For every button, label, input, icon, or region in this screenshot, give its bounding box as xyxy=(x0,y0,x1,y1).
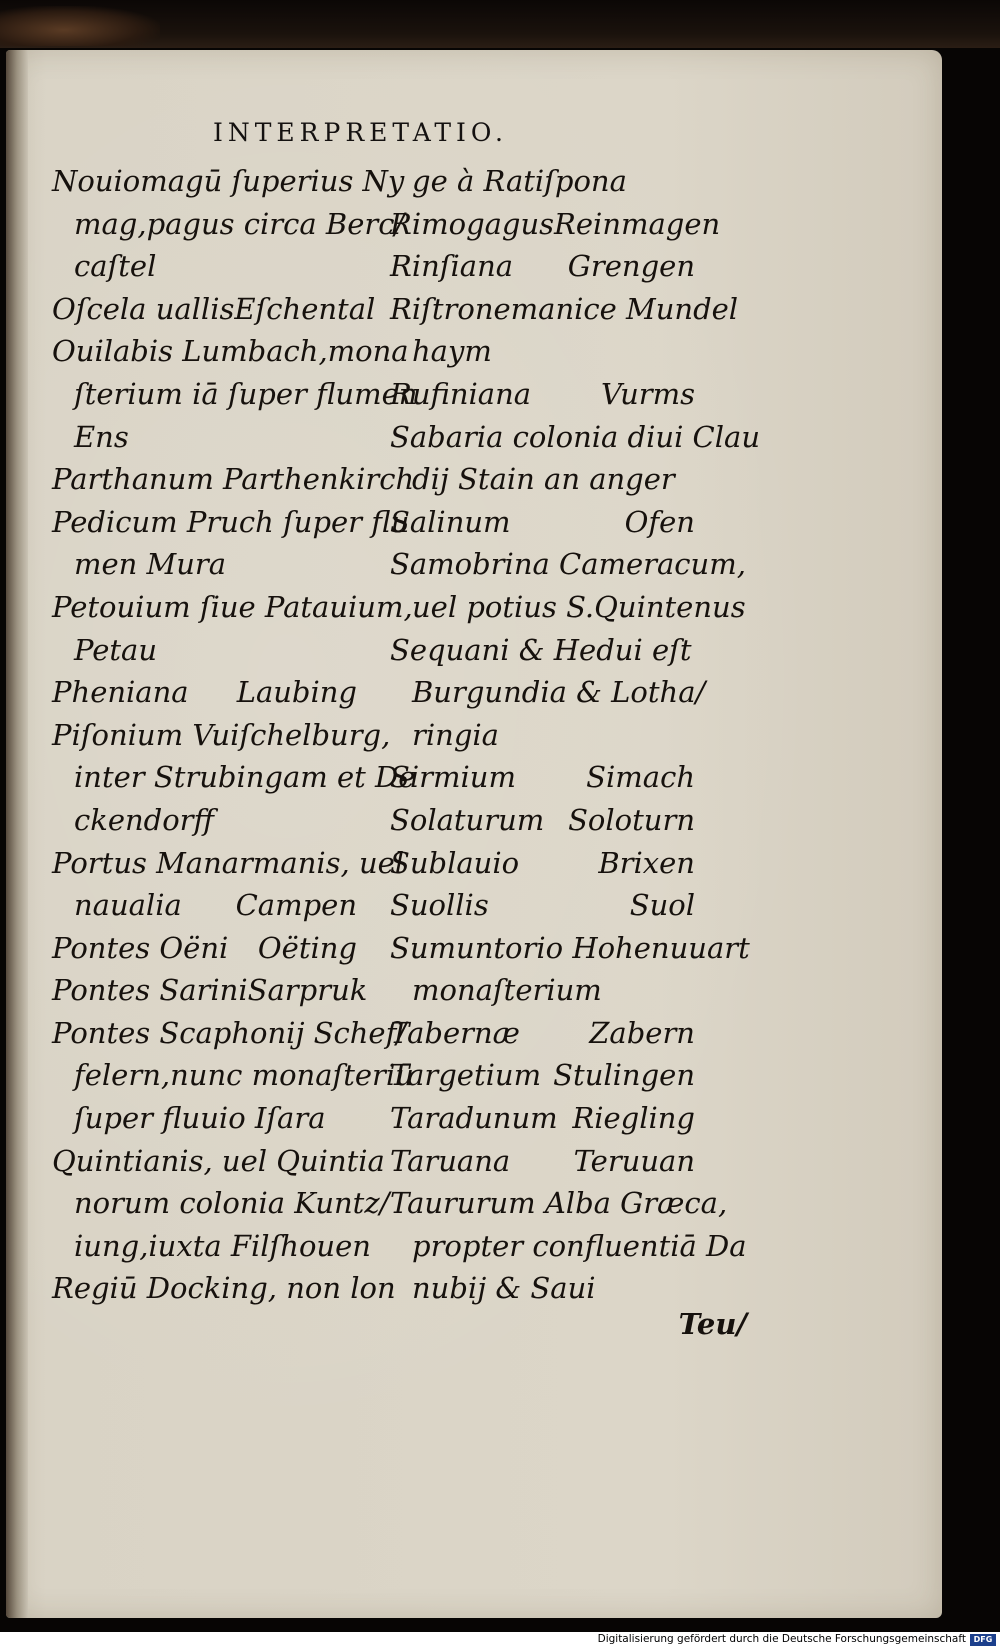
digitization-footer xyxy=(0,1632,1000,1649)
entry-line xyxy=(52,629,357,672)
entry-line xyxy=(52,842,405,885)
entry-line xyxy=(390,969,695,1012)
entry-term: mag,pagus circa Berc/ xyxy=(74,206,405,241)
entry-line xyxy=(390,330,695,373)
entry-term: Sirmium xyxy=(390,760,516,795)
entry-line xyxy=(390,1140,695,1183)
entry-line xyxy=(52,543,357,586)
entry-term: Burgundia & Lotha/ xyxy=(412,675,706,710)
entry-translation: Ofen xyxy=(624,504,695,539)
entry-term: Piſonium Vuiſchelburg, xyxy=(52,717,391,752)
entry-line xyxy=(52,203,405,246)
dfg-logo: DFG xyxy=(970,1634,996,1646)
entry-term: ſterium iā ſuper flumen xyxy=(74,376,418,411)
entry-line xyxy=(390,1267,695,1310)
entry-line xyxy=(390,927,750,970)
entry-line xyxy=(390,160,695,203)
entry-term: Sublauio xyxy=(390,845,520,880)
entry-term: Salinum xyxy=(390,504,511,539)
entry-line xyxy=(52,416,357,459)
entry-term: ringia xyxy=(412,717,499,752)
entry-line xyxy=(390,586,746,629)
entry-line xyxy=(390,884,695,927)
entry-translation: Laubing xyxy=(236,675,357,710)
entry-line xyxy=(52,756,416,799)
page-gutter xyxy=(6,50,28,1618)
left-column xyxy=(52,160,418,1310)
entry-term: Ouilabis Lumbach,mona xyxy=(52,334,409,369)
entry-line xyxy=(390,203,721,246)
entry-term: Tabernæ xyxy=(390,1015,520,1050)
entry-term: Petau xyxy=(74,632,157,667)
entry-line xyxy=(52,586,413,629)
entry-term: iung,iuxta Filſhouen xyxy=(74,1228,371,1263)
entry-line xyxy=(52,458,415,501)
entry-line xyxy=(52,501,410,544)
entry-translation: Vurms xyxy=(600,376,695,411)
entry-translation: Simach xyxy=(586,760,695,795)
entry-line xyxy=(390,1012,695,1055)
entry-term: Quintianis, uel Quintia xyxy=(52,1143,385,1178)
entry-line xyxy=(52,799,357,842)
entry-line xyxy=(390,543,746,586)
entry-term: Samobrina Cameracum, xyxy=(390,547,746,582)
entry-term: Solaturum xyxy=(390,802,545,837)
entry-line xyxy=(52,160,405,203)
footer-credit: Digitalisierung gefördert durch die Deutsche Forschungsgemeinschaft xyxy=(597,1633,966,1645)
entry-term: Regiū Docking, non lon xyxy=(52,1271,396,1306)
entry-term: Taururum Alba Græca, xyxy=(390,1186,728,1221)
entry-term: naualia xyxy=(74,888,182,923)
entry-term: ſuper fluuio Iſara xyxy=(74,1101,326,1136)
entry-line xyxy=(390,671,706,714)
entry-line xyxy=(390,416,760,459)
entry-translation: Riegling xyxy=(572,1101,695,1136)
entry-line xyxy=(52,373,418,416)
entry-term: Pontes Scaphonij Schef/ xyxy=(52,1015,407,1050)
entry-term: Parthanum Parthenkirch xyxy=(52,462,415,497)
entry-term: Rimogagus xyxy=(390,206,555,241)
entry-line xyxy=(390,1225,747,1268)
entry-line xyxy=(390,245,695,288)
entry-line xyxy=(52,714,391,757)
right-column xyxy=(390,160,760,1310)
entry-line xyxy=(390,288,739,331)
entry-line xyxy=(390,756,695,799)
entry-term: Pheniana xyxy=(52,675,189,710)
entry-term: monaſterium xyxy=(412,973,602,1008)
entry-translation: Suol xyxy=(629,888,695,923)
entry-term: haym xyxy=(412,334,492,369)
entry-term: dij Stain an anger xyxy=(412,462,675,497)
entry-term: men Mura xyxy=(74,547,227,582)
entry-term: norum colonia Kuntz/ xyxy=(74,1186,390,1221)
entry-line xyxy=(52,1097,357,1140)
entry-translation: Teruuan xyxy=(573,1143,695,1178)
entry-translation: Zabern xyxy=(589,1015,695,1050)
entry-translation: Soloturn xyxy=(568,802,695,837)
entry-line xyxy=(390,373,695,416)
entry-line xyxy=(52,927,357,970)
book-cover-edge xyxy=(0,0,1000,48)
entry-translation: Grengen xyxy=(567,249,695,284)
entry-term: Riſtronemanice Mundel xyxy=(390,291,739,326)
entry-line xyxy=(52,288,376,331)
entry-term: propter confluentiā Da xyxy=(412,1228,747,1263)
entry-line xyxy=(52,1267,396,1310)
entry-term: inter Strubingam et De xyxy=(74,760,416,795)
entry-line xyxy=(390,501,695,544)
entry-translation: Stulingen xyxy=(553,1058,695,1093)
entry-line xyxy=(52,1054,414,1097)
entry-line xyxy=(52,969,368,1012)
entry-term: Oſcela uallis xyxy=(52,291,235,326)
entry-translation: Eſchental xyxy=(234,291,376,326)
entry-term: Pontes Sarini xyxy=(52,973,248,1008)
entry-line xyxy=(52,1225,371,1268)
entry-line xyxy=(390,1182,728,1225)
entry-term: Nouiomagū ſuperius Ny xyxy=(52,164,405,198)
entry-term: Pedicum Pruch ſuper flu xyxy=(52,504,410,539)
entry-term: caſtel xyxy=(74,249,157,284)
entry-term: Ens xyxy=(74,419,129,454)
entry-term: Pontes Oëni xyxy=(52,930,229,965)
entry-line xyxy=(52,245,357,288)
entry-line xyxy=(52,1182,390,1225)
entry-term: Suollis xyxy=(390,888,489,923)
entry-line xyxy=(390,1054,695,1097)
entry-term: felern,nunc monaſteriū xyxy=(74,1058,414,1093)
entry-term: Rufiniana xyxy=(390,376,532,411)
entry-term: ckendorff xyxy=(74,802,215,837)
catchword: Teu/ xyxy=(678,1307,747,1341)
entry-term: Taradunum xyxy=(390,1101,558,1136)
entry-term: Targetium xyxy=(390,1058,542,1093)
entry-line xyxy=(52,884,357,927)
entry-line xyxy=(52,330,409,373)
entry-term: Taruana xyxy=(390,1143,511,1178)
entry-line xyxy=(390,714,695,757)
entry-term: Petouium ſiue Patauium, xyxy=(52,589,413,624)
entry-line xyxy=(52,1140,385,1183)
entry-line xyxy=(52,671,357,714)
entry-term: uel potius S.Quintenus xyxy=(412,589,746,624)
entry-term: nubij & Saui xyxy=(412,1271,596,1306)
entry-translation: Brixen xyxy=(598,845,695,880)
entry-line xyxy=(390,458,695,501)
entry-line xyxy=(390,629,695,672)
running-head: INTERPRETATIO. xyxy=(213,118,508,147)
entry-translation: Campen xyxy=(235,888,357,923)
entry-line xyxy=(390,842,695,885)
entry-line xyxy=(390,799,695,842)
entry-translation: Sarpruk xyxy=(247,973,368,1008)
entry-term: Sumuntorio Hohenuuart xyxy=(390,930,750,965)
entry-term: ge à Ratiſpona xyxy=(412,164,627,198)
entry-term: Rinſiana xyxy=(390,249,514,284)
entry-term: Sequani & Hedui eſt xyxy=(390,632,692,667)
entry-translation: Reinmagen xyxy=(554,206,721,241)
entry-term: Sabaria colonia diui Clau xyxy=(390,419,760,454)
entry-translation: Oëting xyxy=(257,930,357,965)
entry-line xyxy=(390,1097,695,1140)
entry-term: Portus Manarmanis, uel xyxy=(52,845,405,880)
entry-line xyxy=(52,1012,407,1055)
